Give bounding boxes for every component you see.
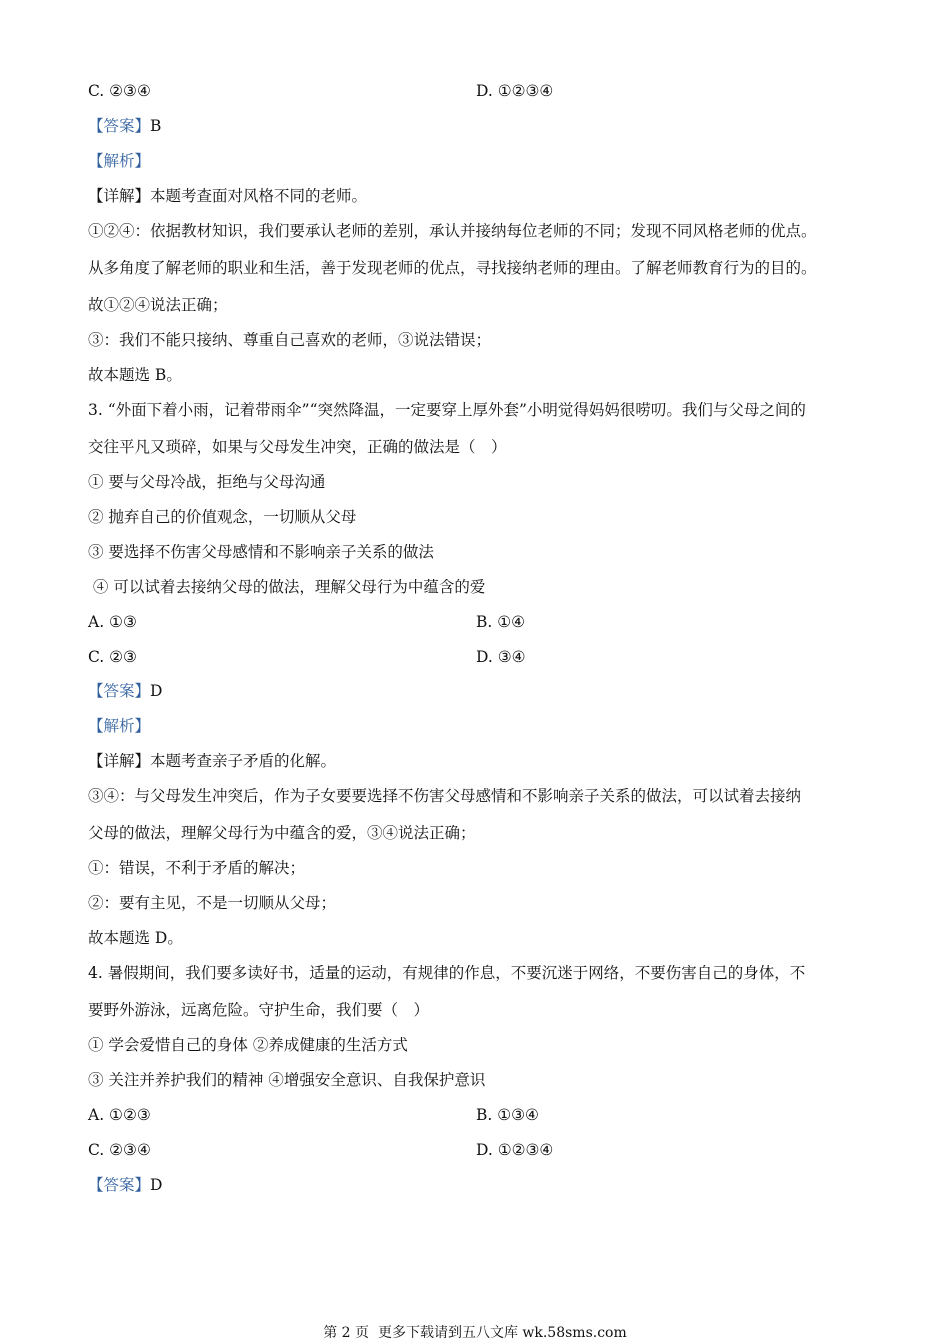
q3-answer: D — [150, 682, 163, 700]
q3-stem-2: 交往平凡又琐碎，如果与父母发生冲突，正确的做法是（ ） — [88, 438, 507, 456]
q3-explanation-3: ①：错误，不利于矛盾的解决； — [88, 859, 306, 877]
detail-tag: 【详解】 — [88, 187, 151, 205]
q4-statements-3-4: ③ 关注并养护我们的精神 ④增强安全意识、自我保护意识 — [88, 1071, 486, 1089]
answer-tag: 【答案】 — [88, 682, 151, 700]
q2-option-c: C. ②③④ — [88, 82, 151, 100]
page-footer: 第 2 页 更多下载请到五八文库 wk.58sms.com — [323, 1325, 627, 1341]
q3-detail-line — [88, 751, 336, 771]
q4-stem-2: 要野外游泳，远离危险。守护生命，我们要（ ） — [88, 1001, 430, 1019]
q2-explanation-5: 故本题选 B。 — [88, 366, 182, 384]
answer-tag: 【答案】 — [88, 1176, 151, 1194]
q4-option-a: A. ①②③ — [88, 1106, 151, 1124]
q3-statement-4: ④ 可以试着去接纳父母的做法，理解父母行为中蕴含的爱 — [88, 578, 486, 596]
q3-option-b: B. ①④ — [476, 613, 526, 631]
q2-detail-line — [88, 186, 367, 206]
q2-explanation-1: ①②④：依据教材知识，我们要承认老师的差别，承认并接纳每位老师的不同；发现不同风格老师的优点。 — [88, 222, 817, 240]
q3-option-c: C. ②③ — [88, 648, 137, 666]
q3-statement-1: ① 要与父母冷战，拒绝与父母沟通 — [88, 473, 326, 491]
q4-option-d: D. ①②③④ — [476, 1141, 554, 1159]
q4-answer-line — [88, 1175, 162, 1195]
q2-answer-line — [88, 116, 161, 136]
q3-explanation-1: ③④：与父母发生冲突后，作为子女要要选择不伤害父母感情和不影响亲子关系的做法，可以试着去接纳 — [88, 787, 802, 805]
q3-analysis-tag: 【解析】 — [88, 717, 151, 735]
q3-explanation-4: ②：要有主见，不是一切顺从父母； — [88, 894, 337, 912]
q3-explanation-2: 父母的做法，理解父母行为中蕴含的爱，③④说法正确； — [88, 824, 476, 842]
q2-answer: B — [150, 117, 162, 135]
q4-option-b: B. ①③④ — [476, 1106, 539, 1124]
q4-statements-1-2: ① 学会爱惜自己的身体 ②养成健康的生活方式 — [88, 1036, 408, 1054]
answer-tag: 【答案】 — [88, 117, 151, 135]
q3-answer-line — [88, 681, 162, 701]
q3-option-d: D. ③④ — [476, 648, 526, 666]
q4-answer: D — [150, 1176, 163, 1194]
q3-statement-3: ③ 要选择不伤害父母感情和不影响亲子关系的做法 — [88, 543, 434, 561]
q3-explanation-5: 故本题选 D。 — [88, 929, 183, 947]
detail-tag: 【详解】 — [88, 752, 151, 770]
q3-detail: 本题考查亲子矛盾的化解。 — [150, 752, 337, 770]
q3-stem-1: 3. “外面下着小雨，记着带雨伞”“突然降温，一定要穿上厚外套”小明觉得妈妈很唠叨。我们与父母之间的 — [88, 401, 806, 419]
q2-analysis-tag: 【解析】 — [88, 152, 151, 170]
q2-explanation-2: 从多角度了解老师的职业和生活，善于发现老师的优点，寻找接纳老师的理由。了解老师教育行为的目的。 — [88, 259, 817, 277]
q3-option-a: A. ①③ — [88, 613, 137, 631]
q4-stem-1: 4. 暑假期间，我们要多读好书，适量的运动，有规律的作息，不要沉迷于网络，不要伤害自己的身体，不 — [88, 964, 806, 982]
q2-detail: 本题考查面对风格不同的老师。 — [150, 187, 368, 205]
q2-option-d: D. ①②③④ — [476, 82, 554, 100]
q4-option-c: C. ②③④ — [88, 1141, 151, 1159]
q2-explanation-3: 故①②④说法正确； — [88, 296, 228, 314]
q2-explanation-4: ③：我们不能只接纳、尊重自己喜欢的老师，③说法错误； — [88, 331, 492, 349]
q3-statement-2: ② 抛弃自己的价值观念，一切顺从父母 — [88, 508, 357, 526]
